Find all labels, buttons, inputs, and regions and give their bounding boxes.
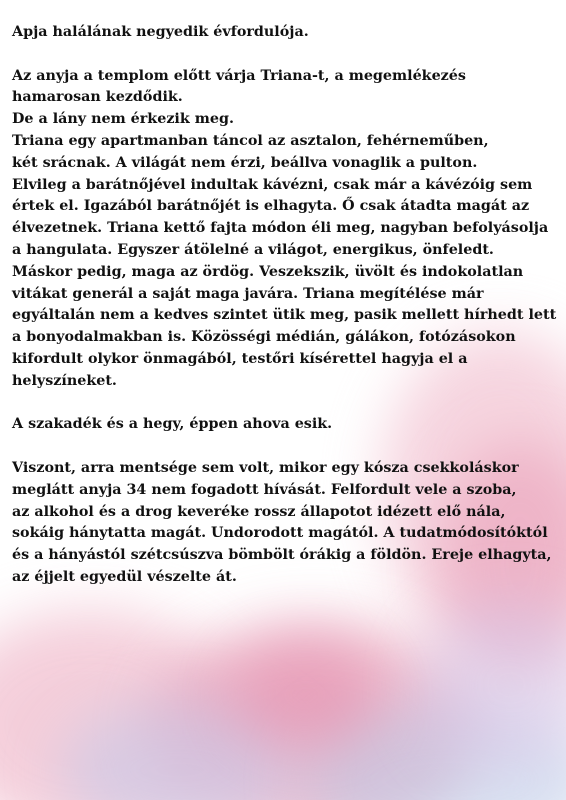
text-line: az alkohol és a drog keveréke rossz állapotot idézett elő nála, [12,503,506,520]
text-line: A szakadék és a hegy, éppen ahova esik. [12,416,333,433]
text-line: helyszíneket. [12,372,117,389]
text-line: Máskor pedig, maga az ördög. Veszekszik, üvölt és indokolatlan [12,263,524,280]
text-line: élvezetnek. Triana kettő fajta módon éli meg, nagyban befolyásolja [12,220,549,237]
watercolor-blob [230,640,380,750]
text-line: az éjjelt egyedül vészelte át. [12,568,237,585]
paragraph-gap [12,436,558,458]
text-line: értek el. Igazából barátnőjét is elhagyta. Ő csak átadta magát az [12,198,530,215]
text-line: sokáig hánytatta magát. Undorodott magától. A tudatmódosítóktól [12,525,548,542]
text-line: Viszont, arra mentsége sem volt, mikor egy kósza csekkoláskor [12,459,519,476]
text-line: és a hányástól szétcsúszva bömbölt órákig a földön. Ereje elhagyta, [12,547,552,564]
paragraph-gap [12,393,558,415]
text-line: hamarosan kezdődik. [12,89,183,106]
text-line: a hangulata. Egyszer átölelné a világot, energikus, önfeledt. [12,241,494,258]
text-line: kifordult olykor önmagából, testőri kísérettel hagyja el a [12,350,468,367]
text-line: Az anyja a templom előtt várja Triana-t, a megemlékezés [12,67,466,84]
text-line: Triana egy apartmanban táncol az asztalon, fehérneműben, [12,132,489,149]
text-line: a bonyodalmakban is. Közösségi médián, gálákon, fotózásokon [12,329,516,346]
text-line: két srácnak. A világát nem érzi, beállva vonaglik a pulton. [12,154,478,171]
paragraph-gap [12,44,558,66]
text-line: Apja halálának negyedik évfordulója. [12,24,309,40]
text-line: meglátt anyja 34 nem fogadott hívását. Felfordult vele a szoba, [12,481,517,498]
text-line: egyáltalán nem a kedves szintet ütik meg, pasik mellett hírhedt lett [12,307,557,324]
text-line: vitákat generál a saját maga javára. Triana megítélése már [12,285,484,302]
text-line: Elvileg a barátnőjével indultak kávézni, csak már a kávézóig sem [12,176,533,193]
text-line: De a lány nem érkezik meg. [12,111,234,128]
document-body [12,22,558,589]
